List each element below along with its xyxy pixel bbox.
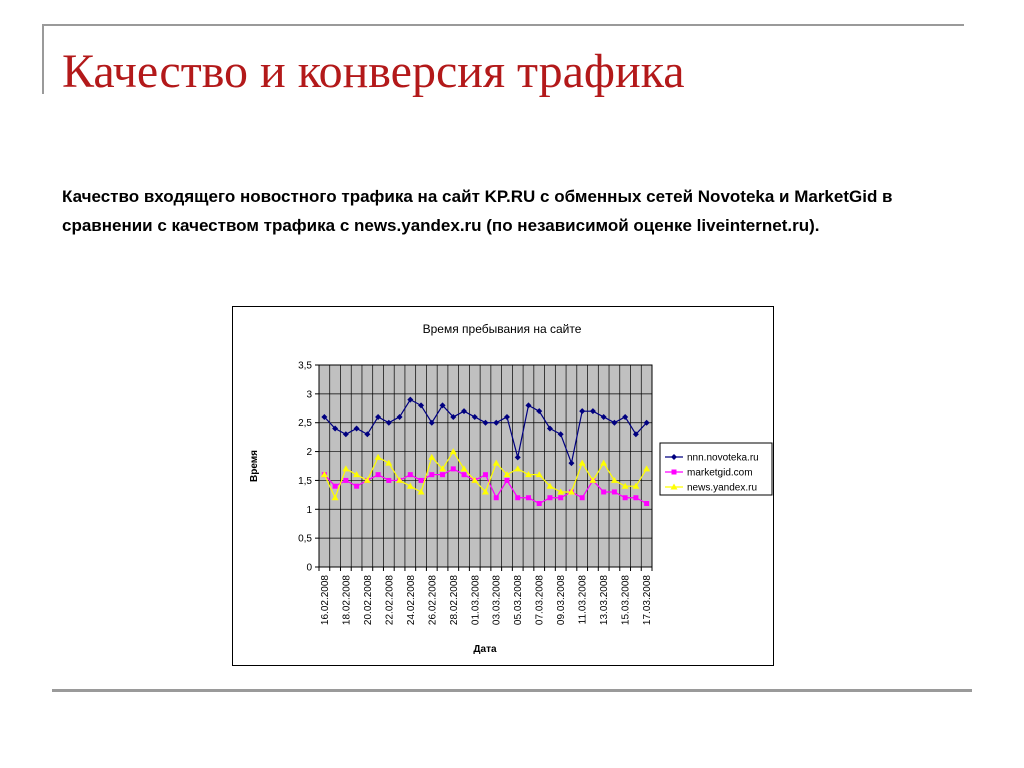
data-point-marketgid-com <box>644 501 649 506</box>
chart-container <box>232 306 774 666</box>
x-tick-label: 15.03.2008 <box>620 575 632 626</box>
data-point-marketgid-com <box>419 478 424 483</box>
data-point-marketgid-com <box>376 472 381 477</box>
x-tick-label: 24.02.2008 <box>405 575 417 626</box>
data-point-marketgid-com <box>623 495 628 500</box>
x-tick-label: 20.02.2008 <box>362 575 374 626</box>
x-tick-label: 22.02.2008 <box>384 575 396 626</box>
x-tick-label: 11.03.2008 <box>577 575 589 625</box>
top-frame-line <box>42 24 964 26</box>
x-tick-label: 18.02.2008 <box>341 575 353 626</box>
y-tick-label: 3,5 <box>298 360 312 372</box>
line-chart <box>233 307 773 665</box>
intro-text: Качество входящего новостного трафика на сайт KP.RU с обменных сетей Novoteka и MarketGid в сравнении с качеством трафика с news.yandex.ru (по независимой оценке liveinternet.ru). <box>62 187 893 235</box>
data-point-marketgid-com <box>580 495 585 500</box>
y-tick-label: 0 <box>306 562 312 574</box>
data-point-marketgid-com <box>504 478 509 483</box>
slide-title: Качество и конверсия трафика <box>62 45 685 98</box>
data-point-marketgid-com <box>494 495 499 500</box>
y-tick-label: 2,5 <box>298 418 312 430</box>
legend-label-nnn-novoteka-ru: nnn.novoteka.ru <box>687 452 759 464</box>
x-tick-label: 13.03.2008 <box>599 575 611 626</box>
data-point-marketgid-com <box>537 501 542 506</box>
data-point-marketgid-com <box>515 495 520 500</box>
data-point-marketgid-com <box>440 472 445 477</box>
y-axis-label: Время <box>249 450 260 482</box>
x-tick-label: 28.02.2008 <box>448 575 460 626</box>
data-point-marketgid-com <box>386 478 391 483</box>
chart-title: Время пребывания на сайте <box>422 322 582 336</box>
data-point-marketgid-com <box>333 484 338 489</box>
y-tick-label: 0,5 <box>298 533 312 545</box>
x-tick-label: 16.02.2008 <box>319 575 331 626</box>
y-tick-label: 1 <box>306 504 312 516</box>
data-point-marketgid-com <box>343 478 348 483</box>
data-point-marketgid-com <box>451 466 456 471</box>
x-tick-label: 07.03.2008 <box>534 575 546 626</box>
y-tick-label: 1,5 <box>298 475 312 487</box>
data-point-marketgid-com <box>612 489 617 494</box>
y-tick-label: 3 <box>306 389 312 401</box>
data-point-marketgid-com <box>429 472 434 477</box>
data-point-marketgid-com <box>526 495 531 500</box>
x-tick-label: 05.03.2008 <box>513 575 525 626</box>
y-tick-label: 2 <box>306 447 312 459</box>
bottom-frame-line <box>52 689 972 692</box>
data-point-marketgid-com <box>558 495 563 500</box>
x-tick-label: 26.02.2008 <box>427 575 439 626</box>
x-axis-label: Дата <box>473 644 497 655</box>
legend-label-marketgid-com: marketgid.com <box>687 467 753 479</box>
left-frame-line <box>42 24 44 94</box>
data-point-marketgid-com <box>601 489 606 494</box>
data-point-marketgid-com <box>354 484 359 489</box>
data-point-marketgid-com <box>483 472 488 477</box>
legend-marker-marketgid-com <box>672 470 677 475</box>
x-tick-label: 09.03.2008 <box>556 575 568 626</box>
x-tick-label: 01.03.2008 <box>470 575 482 626</box>
data-point-marketgid-com <box>633 495 638 500</box>
data-point-marketgid-com <box>408 472 413 477</box>
data-point-marketgid-com <box>547 495 552 500</box>
x-tick-label: 03.03.2008 <box>491 575 503 626</box>
legend-label-news-yandex-ru: news.yandex.ru <box>687 482 758 494</box>
x-tick-label: 17.03.2008 <box>642 575 654 626</box>
data-point-marketgid-com <box>462 472 467 477</box>
